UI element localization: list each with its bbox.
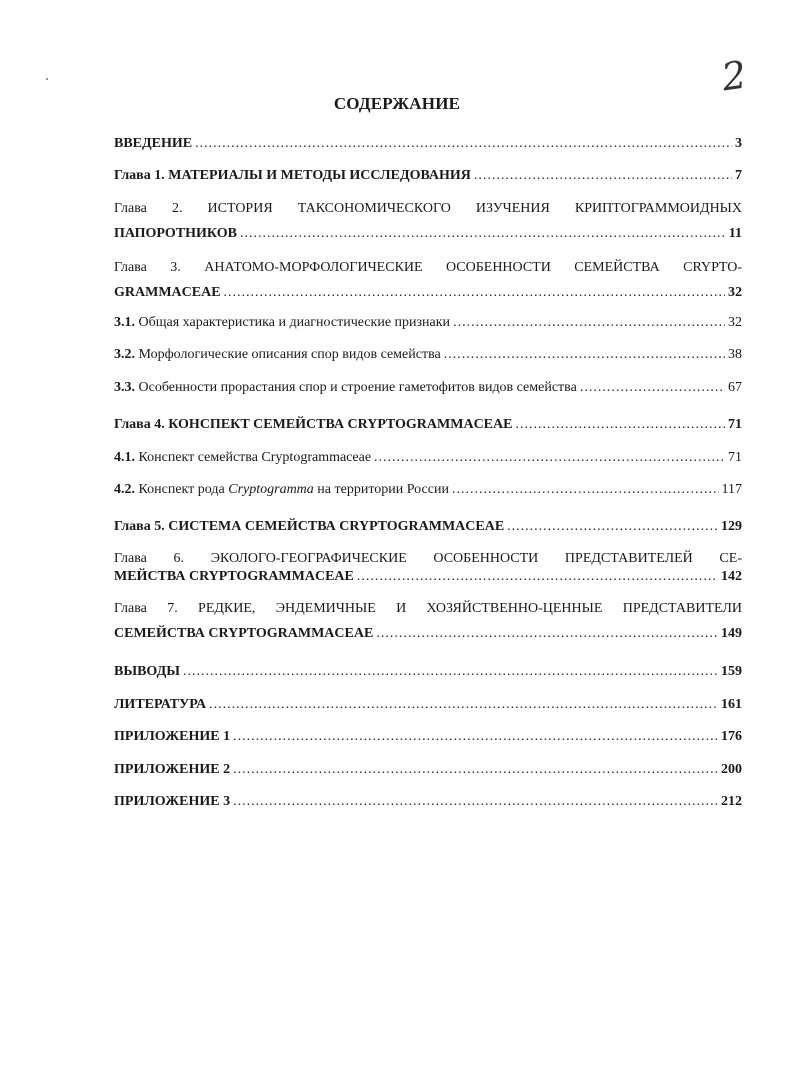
toc-entry-label: Глава 4. КОНСПЕКТ СЕМЕЙСТВА CRYPTOGRAMMACEAE bbox=[114, 417, 513, 432]
toc-entry-chapter-6 bbox=[114, 551, 742, 585]
toc-entry-conclusions bbox=[114, 664, 742, 680]
section-number: 4.2. bbox=[114, 482, 135, 497]
toc-entry-chapter-5 bbox=[114, 519, 742, 535]
toc-entry-label: ПРИЛОЖЕНИЕ 2 bbox=[114, 762, 231, 777]
toc-entry-label-line2: GRAMMACEAE bbox=[114, 285, 221, 300]
toc-entry-chapter-7 bbox=[114, 601, 742, 642]
toc-leader-dots bbox=[357, 569, 718, 585]
toc-entry-page: 32 bbox=[728, 315, 742, 330]
page-title: СОДЕРЖАНИЕ bbox=[333, 94, 461, 113]
toc-entry-page: 11 bbox=[728, 226, 742, 241]
toc-leader-dots bbox=[580, 380, 725, 396]
toc-entry-page: 71 bbox=[728, 450, 742, 465]
toc-entry-page: 129 bbox=[721, 519, 742, 534]
toc-entry-page: 32 bbox=[728, 285, 742, 300]
toc-leader-dots bbox=[233, 794, 718, 810]
toc-entry-label-line1: Глава 3. АНАТОМО-МОРФОЛОГИЧЕСКИЕ ОСОБЕННОСТИ СЕМЕЙСТВА CRYPTO- bbox=[114, 260, 742, 275]
toc-leader-dots bbox=[452, 482, 719, 498]
toc-leader-dots bbox=[209, 697, 718, 713]
toc-leader-dots bbox=[233, 729, 718, 745]
section-number: 3.2. bbox=[114, 347, 135, 362]
toc-entry-label-italic: Cryptogramma bbox=[228, 482, 314, 497]
toc-entry-section-3-3 bbox=[114, 380, 742, 396]
toc-entry-label-pre: Конспект рода bbox=[138, 482, 225, 497]
handwritten-page-number: 2 bbox=[719, 52, 750, 100]
toc-entry-label: ВЫВОДЫ bbox=[114, 664, 180, 679]
toc-entry-section-4-2 bbox=[114, 482, 742, 498]
toc-entry-label-line2: МЕЙСТВА CRYPTOGRAMMACEAE bbox=[114, 569, 354, 584]
toc-entry-label: Общая характеристика и диагностические признаки bbox=[138, 315, 451, 330]
toc-entry-page: 212 bbox=[721, 794, 742, 809]
toc-entry-label: ВВЕДЕНИЕ bbox=[114, 136, 193, 151]
toc-leader-dots bbox=[507, 519, 718, 535]
toc-entry-page: 117 bbox=[721, 482, 742, 497]
toc-leader-dots bbox=[240, 226, 726, 242]
toc-entry-page: 3 bbox=[735, 136, 742, 151]
toc-leader-dots bbox=[233, 762, 718, 778]
toc-entry-label: ЛИТЕРАТУРА bbox=[114, 697, 207, 712]
section-number: 4.1. bbox=[114, 450, 135, 465]
toc-entry-chapter-1 bbox=[114, 168, 742, 184]
toc-leader-dots bbox=[224, 285, 725, 301]
section-number: 3.1. bbox=[114, 315, 135, 330]
toc-entry-section-3-1 bbox=[114, 315, 742, 331]
toc-leader-dots bbox=[183, 664, 718, 680]
toc-entry-appendix-3 bbox=[114, 794, 742, 810]
toc-entry-label-line1: Глава 2. ИСТОРИЯ ТАКСОНОМИЧЕСКОГО ИЗУЧЕНИЯ КРИПТОГРАММОИДНЫХ bbox=[114, 201, 742, 216]
toc-entry-label: Конспект семейства Cryptogrammaceae bbox=[138, 450, 372, 465]
toc-entry-page: 176 bbox=[721, 729, 742, 744]
toc-leader-dots bbox=[444, 347, 725, 363]
toc-entry-section-4-1 bbox=[114, 450, 742, 466]
toc-entry-chapter-4 bbox=[114, 417, 742, 433]
toc-entry-page: 67 bbox=[728, 380, 742, 395]
toc-entry-label: Особенности прорастания спор и строение гаметофитов видов семейства bbox=[138, 380, 577, 395]
toc-entry-page: 142 bbox=[721, 569, 742, 584]
toc-entry-label-line2: ПАПОРОТНИКОВ bbox=[114, 226, 237, 241]
toc-entry-label-post: на территории России bbox=[317, 482, 449, 497]
toc-entry-appendix-2 bbox=[114, 762, 742, 778]
toc-entry-label: Глава 5. СИСТЕМА СЕМЕЙСТВА CRYPTOGRAMMACEAE bbox=[114, 519, 505, 534]
toc-entry-label-line1: Глава 6. ЭКОЛОГО-ГЕОГРАФИЧЕСКИЕ ОСОБЕННОСТИ ПРЕДСТАВИТЕЛЕЙ СЕ- bbox=[114, 551, 742, 566]
toc-entry-label: Глава 1. МАТЕРИАЛЫ И МЕТОДЫ ИССЛЕДОВАНИЯ bbox=[114, 168, 471, 183]
toc-entry-label: Морфологические описания спор видов семейства bbox=[138, 347, 441, 362]
toc-entry-page: 7 bbox=[735, 168, 742, 183]
toc-leader-dots bbox=[195, 136, 732, 152]
toc-leader-dots bbox=[474, 168, 732, 184]
toc-entry-label: ПРИЛОЖЕНИЕ 3 bbox=[114, 794, 231, 809]
toc-entry-introduction bbox=[114, 136, 742, 152]
toc-leader-dots bbox=[515, 417, 725, 433]
section-number: 3.3. bbox=[114, 380, 135, 395]
toc-entry-page: 159 bbox=[721, 664, 742, 679]
toc-entry-page: 161 bbox=[721, 697, 742, 712]
toc-entry-page: 71 bbox=[728, 417, 742, 432]
toc-entry-literature bbox=[114, 697, 742, 713]
toc-entry-chapter-3 bbox=[114, 260, 742, 301]
toc-leader-dots bbox=[374, 450, 725, 466]
toc-entry-label-line2: СЕМЕЙСТВА CRYPTOGRAMMACEAE bbox=[114, 626, 374, 641]
toc-entry-chapter-2 bbox=[114, 201, 742, 242]
toc-leader-dots bbox=[376, 626, 718, 642]
scan-speck bbox=[46, 78, 48, 80]
toc-entry-page: 149 bbox=[721, 626, 742, 641]
toc-leader-dots bbox=[453, 315, 725, 331]
toc-entry-page: 38 bbox=[728, 347, 742, 362]
toc-entry-label-line1: Глава 7. РЕДКИЕ, ЭНДЕМИЧНЫЕ И ХОЗЯЙСТВЕННО-ЦЕННЫЕ ПРЕДСТАВИТЕЛИ bbox=[114, 601, 742, 616]
toc-entry-section-3-2 bbox=[114, 347, 742, 363]
toc-entry-page: 200 bbox=[721, 762, 742, 777]
toc-entry-appendix-1 bbox=[114, 729, 742, 745]
toc-entry-label: ПРИЛОЖЕНИЕ 1 bbox=[114, 729, 231, 744]
